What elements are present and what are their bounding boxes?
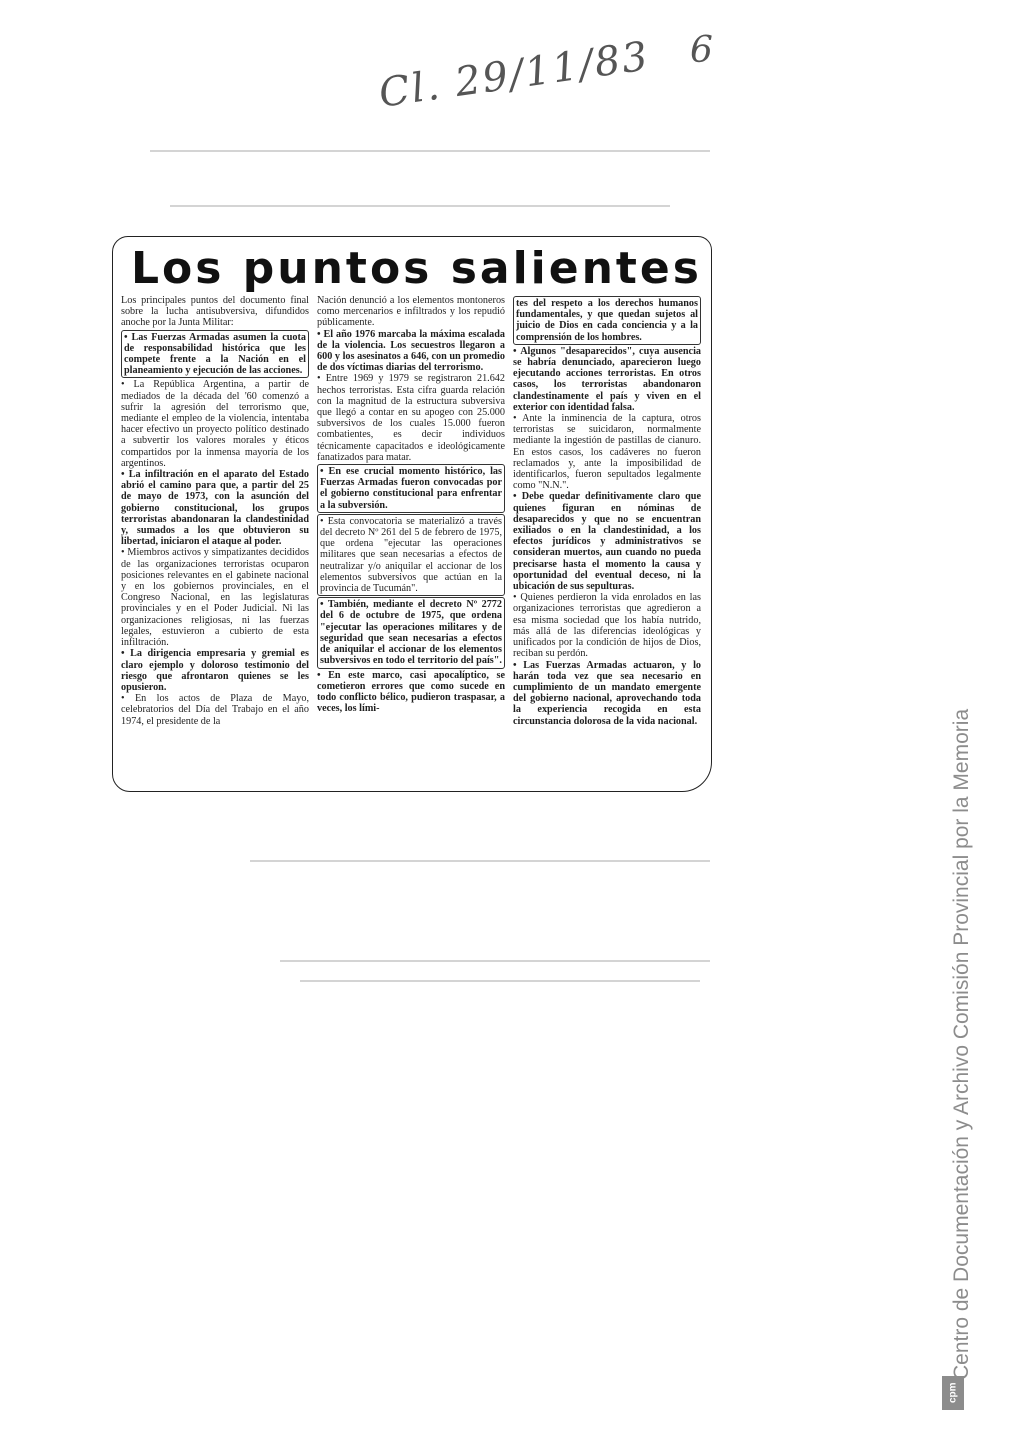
paragraph-highlighted: • También, mediante el decreto Nº 2772 del 6 de octubre de 1975, que ordena "ejecutar las operaciones militares y de seguridad que sean necesarias a efectos de aniquilar el accionar de los elementos subversivos en todo el territorio del país". xyxy=(317,597,505,668)
archive-footer-text: Centro de Documentación y Archivo Comisión Provincial por la Memoria xyxy=(950,708,973,1380)
bleed-through-mark xyxy=(170,205,670,207)
paragraph: • Las Fuerzas Armadas actuaron, y lo harán toda vez que sea necesario en cumplimiento de un mandato emergente del gobierno nacional, aprovechando toda la experiencia recogida en esta circunstancia dolorosa de la vida nacional. xyxy=(513,659,701,727)
bleed-through-mark xyxy=(300,980,700,982)
bleed-through-mark xyxy=(280,960,710,962)
bleed-through-mark xyxy=(250,860,710,862)
paragraph: • Miembros activos y simpatizantes decididos de las organizaciones terroristas ocuparon posiciones relevantes en el gabinete nacional y en los gobiernos provinciales, en el Congreso Nacional, en las legislaturas provinciales y en el Poder Judicial. Ni las organizaciones religiosas, ni las fuerzas legales, estuvieron a cubierto de esta infiltración. xyxy=(121,547,309,649)
paragraph: • Ante la inminencia de la captura, otros terroristas se suicidaron, normalmente mediante la ingestión de pastillas de cianuro. En estos casos, los cadáveres no fueron reclamados y, ante la imposibilidad de identificarlos, fueron sepultados legalmente como "N.N.". xyxy=(513,413,701,492)
paragraph: • Entre 1969 y 1979 se registraron 21.642 hechos terroristas. Esta cifra guarda relación con la magnitud de la estructura subversiva que llegó a contar en su apogeo con 25.000 subversivos de los cuales 15.000 fueron combatientes, es decir individuos técnicamente capacitados e ideológicamente fanatizados para matar. xyxy=(317,373,505,463)
paragraph: • En los actos de Plaza de Mayo, celebratorios del Día del Trabajo en el año 1974, el presidente de la xyxy=(121,693,309,727)
paragraph: • El año 1976 marcaba la máxima escalada de la violencia. Los secuestros llegaron a 600 y los asesinatos a 646, con un promedio de dos víctimas diarias del terrorismo. xyxy=(317,328,505,374)
article-column-1 xyxy=(121,295,309,727)
article-column-3 xyxy=(513,295,701,727)
article-column-2 xyxy=(317,295,505,714)
paragraph: • La infiltración en el aparato del Estado abrió el camino para que, a partir del 25 de mayo de 1973, con la asunción del gobierno constitucional, los grupos terroristas abandonaran la clandestinidad y, sumados a los que obtuvieron su libertad, iniciaron el ataque al poder. xyxy=(121,469,309,548)
paragraph-highlighted: tes del respeto a los derechos humanos fundamentales, y que quedan sujetos al juicio de Dios en cada conciencia y a la comprensión de los hombres. xyxy=(513,296,701,345)
paragraph-highlighted: • Esta convocatoria se materializó a través del decreto Nº 261 del 5 de febrero de 1975, que ordena "ejecutar las operaciones militares que sean necesarias a efectos de neutralizar y/o aniquilar el accionar de los elementos subversivos que actúan en la provincia de Tucumán". xyxy=(317,514,505,596)
handwritten-page-number: 6 xyxy=(690,30,715,71)
paragraph: Nación denunció a los elementos montoneros como mercenarios e infiltrados y los repudió públicamente. xyxy=(317,295,505,329)
newspaper-clipping xyxy=(112,236,712,792)
headline: Los puntos salientes xyxy=(131,243,702,294)
paragraph: Los principales puntos del documento final sobre la lucha antisubversiva, difundidos anoche por la Junta Militar: xyxy=(121,295,309,329)
handwritten-date: Cl. 29/11/83 xyxy=(376,33,653,117)
paragraph: • La dirigencia empresaria y gremial es claro ejemplo y doloroso testimonio del riesgo que afrontaron quienes se les opusieron. xyxy=(121,648,309,693)
bleed-through-mark xyxy=(150,150,710,152)
paragraph-highlighted: • Las Fuerzas Armadas asumen la cuota de responsabilidad histórica que les compete frente a la Nación en el planeamiento y ejecución de las acciones. xyxy=(121,330,309,379)
archive-logo: cpm xyxy=(942,1376,964,1410)
paragraph-highlighted: • En ese crucial momento histórico, las Fuerzas Armadas fueron convocadas por el gobierno constitucional para enfrentar a la subversión. xyxy=(317,464,505,513)
paragraph: • Quienes perdieron la vida enrolados en las organizaciones terroristas que agredieron a esa misma sociedad que los había nutrido, más allá de las diferencias ideológicas y unificados por la condición de hijos de Dios, reciban su perdón. xyxy=(513,592,701,660)
paragraph: • Debe quedar definitivamente claro que quienes figuran en nóminas de desaparecidos y que no se encuentran exiliados o en la clandestinidad, a los efectos jurídicos y administrativos se consideran muertos, aun cuando no pueda precisarse hasta el momento la causa y oportunidad del eventual deceso, ni la ubicación de sus sepulturas. xyxy=(513,491,701,593)
paragraph: • Algunos "desaparecidos", cuya ausencia se habría denunciado, aparecieron luego ejecutando acciones terroristas. En otros casos, los terroristas abandonaron clandestinamente el país y viven en el exterior con identidad falsa. xyxy=(513,345,701,413)
paragraph: • La República Argentina, a partir de mediados de la década del '60 comenzó a sufrir la agresión del terrorismo que, mediante el empleo de la violencia, intentaba hacer efectivo un proyecto político destinado a subvertir los valores morales y éticos compartidos por la inmensa mayoría de los argentinos. xyxy=(121,379,309,469)
paragraph: • En este marco, casi apocalíptico, se cometieron errores que como sucede en todo conflicto bélico, pudieron traspasar, a veces, los lími- xyxy=(317,669,505,715)
